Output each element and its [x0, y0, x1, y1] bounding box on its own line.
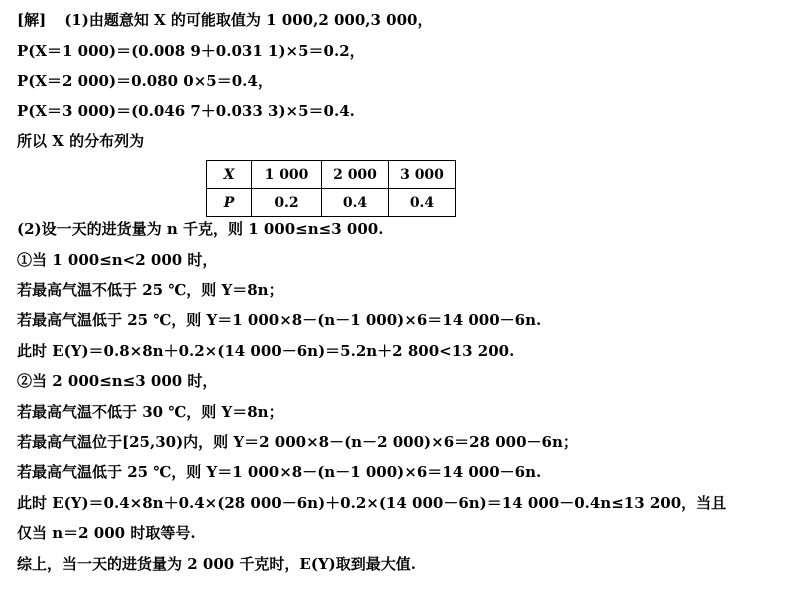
table-cell: 2 000: [322, 161, 389, 189]
part2-line-8: 若最高气温位于[25,30)内，则 Y＝2 000×8－(n－2 000)×6＝28 000－6n；: [17, 433, 578, 451]
table-cell: 0.2: [252, 189, 322, 217]
solution-line-5: 所以 X 的分布列为: [17, 132, 145, 150]
part2-line-9: 若最高气温低于 25 ℃，则 Y＝1 000×8－(n－1 000)×6＝14 000－6n.: [17, 463, 542, 481]
solution-line-4: P(X＝3 000)＝(0.046 7＋0.033 3)×5＝0.4.: [17, 102, 355, 120]
table-cell: 1 000: [252, 161, 322, 189]
part2-line-2: ①当 1 000≤n<2 000 时，: [17, 251, 218, 269]
table-cell: 0.4: [322, 189, 389, 217]
part2-line-1: (2)设一天的进货量为 n 千克，则 1 000≤n≤3 000.: [17, 220, 384, 238]
table-cell: 0.4: [389, 189, 456, 217]
part2-line-10: 此时 E(Y)＝0.4×8n＋0.4×(28 000－6n)＋0.2×(14 000－6n)＝14 000－0.4n≤13 200，当且: [17, 494, 727, 512]
table-cell: P: [207, 189, 252, 217]
solution-line-1: [17, 10, 433, 30]
solution-tag: [解]: [17, 11, 47, 29]
table-row: [207, 189, 456, 217]
part2-line-5: 此时 E(Y)＝0.8×8n＋0.2×(14 000－6n)＝5.2n＋2 800<13 200.: [17, 342, 515, 360]
table-cell: 3 000: [389, 161, 456, 189]
part2-line-11: 仅当 n＝2 000 时取等号.: [17, 524, 196, 542]
solution-line-3: P(X＝2 000)＝0.080 0×5＝0.4，: [17, 72, 273, 90]
part2-line-4: 若最高气温低于 25 ℃，则 Y＝1 000×8－(n－1 000)×6＝14 000－6n.: [17, 311, 542, 329]
part2-line-12: 综上，当一天的进货量为 2 000 千克时，E(Y)取到最大值.: [17, 555, 416, 573]
part2-line-3: 若最高气温不低于 25 ℃，则 Y＝8n；: [17, 281, 284, 299]
part2-line-6: ②当 2 000≤n≤3 000 时，: [17, 372, 218, 390]
solution-text: (1)由题意知 X 的可能取值为 1 000,2 000,3 000，: [64, 11, 433, 29]
table-row: [207, 161, 456, 189]
part2-line-7: 若最高气温不低于 30 ℃，则 Y＝8n；: [17, 403, 284, 421]
distribution-table: [206, 160, 456, 217]
table-cell: X: [207, 161, 252, 189]
solution-line-2: P(X＝1 000)＝(0.008 9＋0.031 1)×5＝0.2，: [17, 42, 365, 60]
